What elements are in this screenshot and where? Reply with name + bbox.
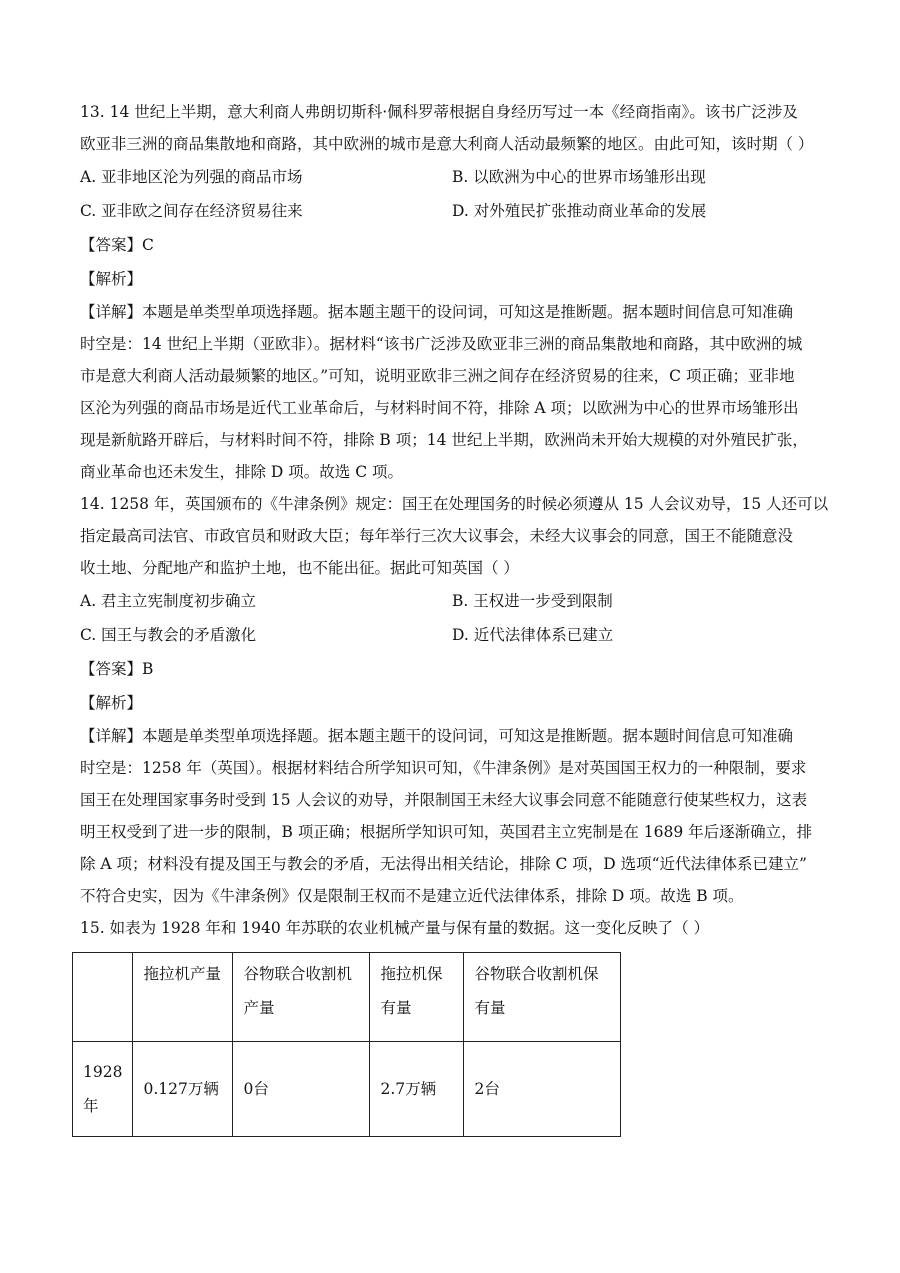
table-cell: 0台 xyxy=(233,1042,370,1137)
table-cell: 2.7万辆 xyxy=(370,1042,464,1137)
table-header-cell: 拖拉机保有量 xyxy=(370,953,464,1042)
table-header-cell: 谷物联合收割机保有量 xyxy=(464,953,621,1042)
options-row xyxy=(80,584,825,618)
table-header-cell: 拖拉机产量 xyxy=(133,953,233,1042)
answer-label: 【答案】B xyxy=(80,660,154,678)
detail-line: 现是新航路开辟后，与材料时间不符，排除 B 项；14 世纪上半期，欧洲尚未开始大规模的对外殖民扩张， xyxy=(80,431,808,449)
analysis-label: 【解析】 xyxy=(80,270,143,288)
option-d: D. 近代法律体系已建立 xyxy=(452,626,614,644)
stem-line: 15. 如表为 1928 年和 1940 年苏联的农业机械产量与保有量的数据。这一变化反映了（ ） xyxy=(80,919,710,937)
stem-line: 指定最高司法官、市政官员和财政大臣；每年举行三次大议事会，未经大议事会的同意，国王不能随意没 xyxy=(80,527,794,545)
detail-line: 不符合史实，因为《牛津条例》仅是限制王权而不是建立近代法律体系，排除 D 项。故选 B 项。 xyxy=(80,887,744,905)
detail-line: 明王权受到了进一步的限制，B 项正确；根据所学知识可知，英国君主立宪制是在 1689 年后逐渐确立，排 xyxy=(80,823,813,841)
table-header-cell: 谷物联合收割机产量 xyxy=(233,953,370,1042)
exam-page xyxy=(80,96,829,1137)
analysis-label: 【解析】 xyxy=(80,694,143,712)
option-d: D. 对外殖民扩张推动商业革命的发展 xyxy=(452,202,707,220)
question-15-stem xyxy=(80,912,825,944)
detail-line: 区沦为列强的商品市场是近代工业革命后，与材料时间不符，排除 A 项；以欧洲为中心的世界市场雏形出 xyxy=(80,399,799,417)
answer-label: 【答案】C xyxy=(80,236,154,254)
options-row xyxy=(80,618,825,652)
detail-line: 【详解】本题是单类型单项选择题。据本题主题干的设问词，可知这是推断题。据本题时间信息可知准确 xyxy=(80,727,794,745)
detail-line: 时空是：1258 年（英国）。根据材料结合所学知识可知，《牛津条例》是对英国国王权力的一种限制，要求 xyxy=(80,759,807,777)
detail-text xyxy=(80,720,825,912)
options-row xyxy=(80,194,825,228)
option-b: B. 王权进一步受到限制 xyxy=(452,592,613,610)
detail-line: 国王在处理国家事务时受到 15 人会议的劝导，并限制国王未经大议事会同意不能随意行使某些权力，这表 xyxy=(80,791,808,809)
option-a: A. 君主立宪制度初步确立 xyxy=(80,592,257,610)
option-c: C. 国王与教会的矛盾激化 xyxy=(80,626,257,644)
option-b: B. 以欧洲为中心的世界市场雏形出现 xyxy=(452,168,706,186)
question-13 xyxy=(80,96,825,488)
options-row xyxy=(80,160,825,194)
option-a: A. 亚非地区沦为列强的商品市场 xyxy=(80,168,303,186)
stem-line: 欧亚非三洲的商品集散地和商路，其中欧洲的城市是意大利商人活动最频繁的地区。由此可知，该时期（ ） xyxy=(80,135,814,153)
detail-line: 时空是：14 世纪上半期（亚欧非）。据材料“该书广泛涉及欧亚非三洲的商品集散地和商路，其中欧洲的城 xyxy=(80,335,803,353)
question-15 xyxy=(80,912,825,1137)
detail-line: 【详解】本题是单类型单项选择题。据本题主题干的设问词，可知这是推断题。据本题时间信息可知准确 xyxy=(80,303,794,321)
table-cell: 2台 xyxy=(464,1042,621,1137)
question-14 xyxy=(80,488,829,912)
machinery-table xyxy=(72,952,621,1137)
stem-line: 13. 14 世纪上半期，意大利商人弗朗切斯科·佩科罗蒂根据自身经历写过一本《经商指南》。该书广泛涉及 xyxy=(80,103,798,121)
question-13-stem xyxy=(80,96,825,160)
table-header-cell xyxy=(73,953,133,1042)
detail-line: 商业革命也还未发生，排除 D 项。故选 C 项。 xyxy=(80,463,403,481)
table-cell-year: 1928年 xyxy=(73,1042,133,1137)
table-cell: 0.127万辆 xyxy=(133,1042,233,1137)
stem-line: 收土地、分配地产和监护土地，也不能出征。据此可知英国（ ） xyxy=(80,559,519,577)
table-row xyxy=(73,1042,621,1137)
stem-line: 14. 1258 年，英国颁布的《牛津条例》规定：国王在处理国务的时候必须遵从 15 人会议劝导，15 人还可以 xyxy=(80,495,829,513)
detail-line: 除 A 项；材料没有提及国王与教会的矛盾，无法得出相关结论，排除 C 项，D 选项“近代法律体系已建立” xyxy=(80,855,807,873)
option-c: C. 亚非欧之间存在经济贸易往来 xyxy=(80,202,303,220)
detail-line: 市是意大利商人活动最频繁的地区。”可知，说明亚欧非三洲之间存在经济贸易的往来，C 项正确；亚非地 xyxy=(80,367,795,385)
table-header-row xyxy=(73,953,621,1042)
question-14-stem xyxy=(80,488,829,584)
detail-text xyxy=(80,296,825,488)
